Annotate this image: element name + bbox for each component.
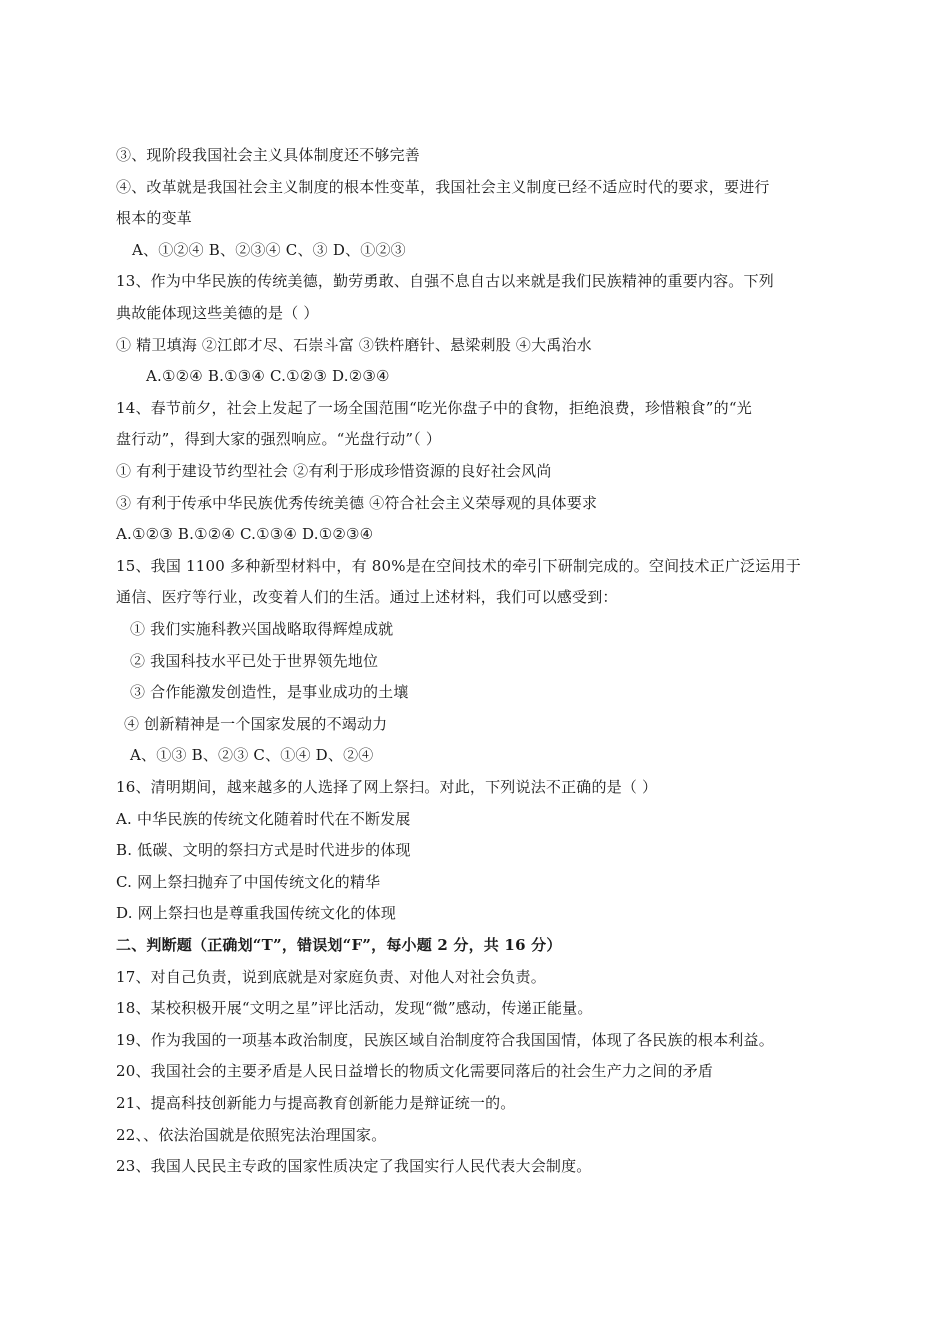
text-line: ② 我国科技水平已处于世界领先地位	[130, 651, 379, 670]
text-line: 20、我国社会的主要矛盾是人民日益增长的物质文化需要同落后的社会生产力之间的矛盾	[116, 1062, 714, 1081]
text-line: A、①②④ B、②③④ C、③ D、①②③	[132, 240, 406, 259]
text-line: ① 精卫填海 ②江郎才尽、石崇斗富 ③铁杵磨针、悬梁刺股 ④大禹治水	[116, 335, 592, 354]
text-line: 16、清明期间，越来越多的人选择了网上祭扫。对此，下列说法不正确的是（ ）	[116, 778, 658, 796]
text-line: A. 中华民族的传统文化随着时代在不断发展	[116, 809, 411, 828]
text-line: 典故能体现这些美德的是（ ）	[116, 304, 319, 322]
text-line: 13、作为中华民族的传统美德，勤劳勇敢、自强不息自古以来就是我们民族精神的重要内容。下列	[116, 272, 774, 291]
text-line: ① 有利于建设节约型社会 ②有利于形成珍惜资源的良好社会风尚	[116, 462, 552, 480]
text-line: 盘行动”，得到大家的强烈响应。“光盘行动”（ ）	[116, 430, 442, 449]
text-line: 15、我国 1100 多种新型材料中，有 80%是在空间技术的牵引下研制完成的。空间技术正广泛运用于	[116, 556, 801, 575]
text-line: A、①③ B、②③ C、①④ D、②④	[130, 746, 374, 765]
text-line: 21、提高科技创新能力与提高教育创新能力是辩证统一的。	[116, 1094, 516, 1112]
text-line: ① 我们实施科教兴国战略取得辉煌成就	[130, 620, 394, 638]
text-line: 19、作为我国的一项基本政治制度，民族区域自治制度符合我国国情，体现了各民族的根本利益。	[116, 1030, 774, 1049]
text-line: B. 低碳、文明的祭扫方式是时代进步的体现	[116, 841, 411, 860]
text-line: 根本的变革	[116, 209, 193, 228]
text-line: 17、对自己负责，说到底就是对家庭负责、对他人对社会负责。	[116, 967, 546, 986]
text-line: ④、改革就是我国社会主义制度的根本性变革，我国社会主义制度已经不适应时代的要求，要进行	[116, 177, 770, 196]
text-line: ③ 有利于传承中华民族优秀传统美德 ④符合社会主义荣辱观的具体要求	[116, 493, 598, 512]
text-line: ③ 合作能激发创造性，是事业成功的土壤	[130, 683, 409, 702]
text-line: 18、某校积极开展“文明之星”评比活动，发现“微”感动，传递正能量。	[116, 999, 593, 1018]
text-line: A.①②④ B.①③④ C.①②③ D.②③④	[146, 367, 390, 386]
text-line: 23、我国人民民主专政的国家性质决定了我国实行人民代表大会制度。	[116, 1157, 592, 1176]
text-line: ③、现阶段我国社会主义具体制度还不够完善	[116, 146, 421, 164]
text-line: 22、、依法治国就是依照宪法治理国家。	[116, 1125, 387, 1144]
section-heading: 二、判断题（正确划“T”，错误划“F”，每小题 2 分，共 16 分）	[116, 936, 562, 954]
text-line: 通信、医疗等行业，改变着人们的生活。通过上述材料，我们可以感受到：	[116, 588, 618, 607]
text-line: ④ 创新精神是一个国家发展的不竭动力	[124, 714, 388, 733]
text-line: D. 网上祭扫也是尊重我国传统文化的体现	[116, 904, 397, 923]
text-line: A.①②③ B.①②④ C.①③④ D.①②③④	[116, 525, 374, 544]
text-line: 14、春节前夕，社会上发起了一场全国范围“吃光你盘子中的食物，拒绝浪费，珍惜粮食”的“光	[116, 398, 752, 417]
text-line: C. 网上祭扫抛弃了中国传统文化的精华	[116, 872, 381, 891]
